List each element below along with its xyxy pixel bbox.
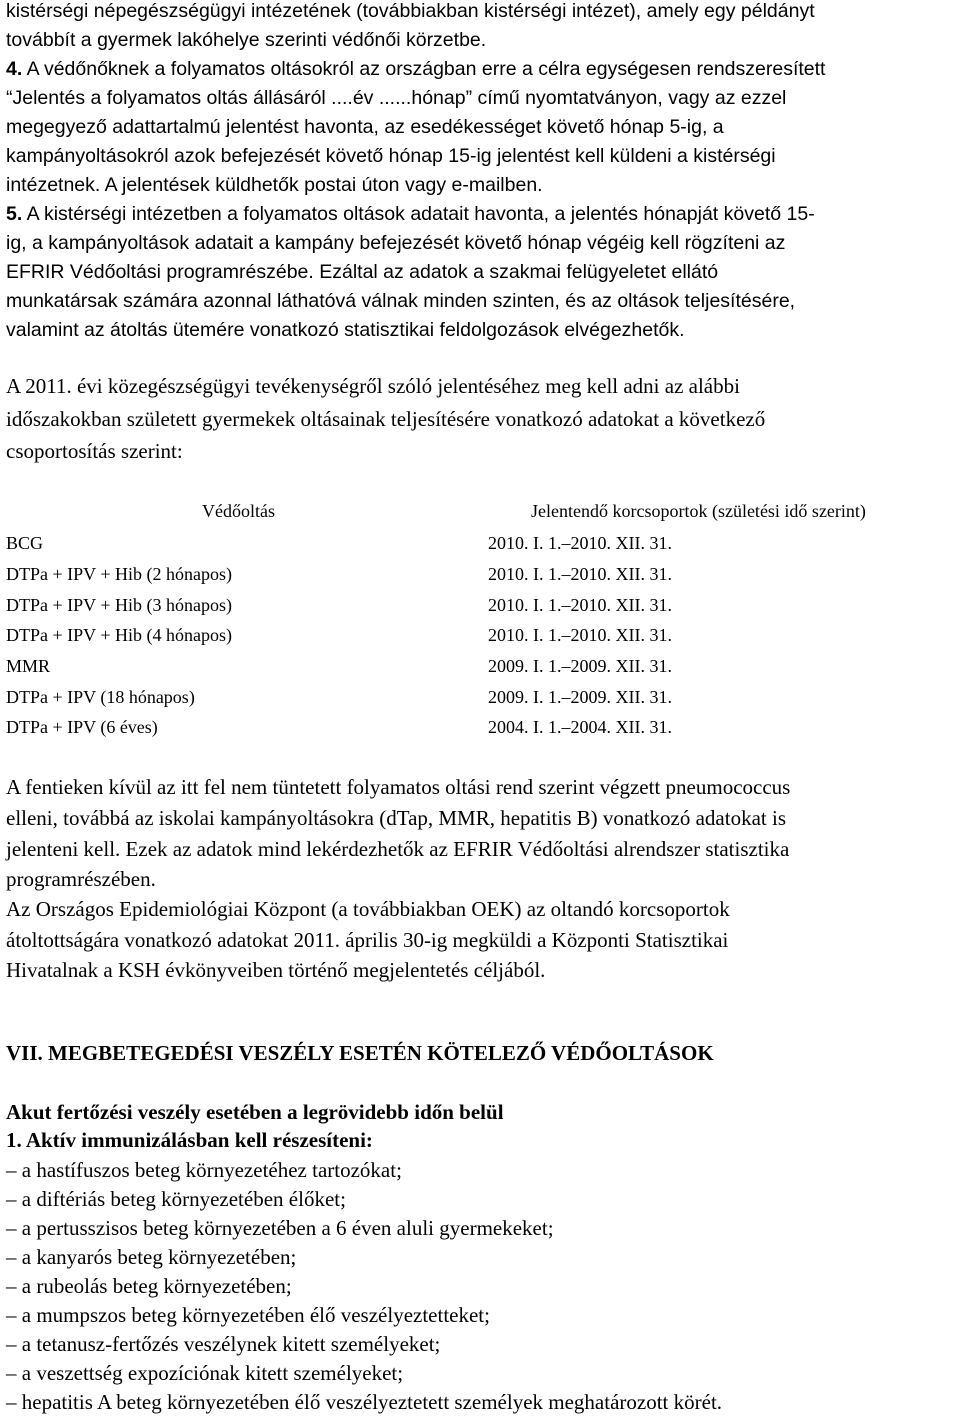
text-line: intézetnek. A jelentések küldhetők postai úton vagy e-mailben. [6,174,543,196]
list-item: – a mumpszos beteg környezetében élő veszélyeztetteket; [6,1303,490,1327]
table-header: Védőoltás [202,501,275,521]
table-cell: BCG [6,533,44,553]
table-cell: DTPa + IPV + Hib (4 hónapos) [6,625,232,645]
text-line: ig, a kampányoltások adatait a kampány befejezését követő hónap végéig kell rögzíteni az [6,232,786,254]
table-cell: DTPa + IPV (6 éves) [6,717,158,737]
text-line: Hivatalnak a KSH évkönyveiben történő megjelentetés céljából. [6,958,546,982]
text-line: időszakokban született gyermekek oltásainak teljesítésére vonatkozó adatokat a következő [6,407,766,431]
text-line: valamint az átoltás ütemére vonatkozó statisztikai feldolgozások elvégezhetők. [6,319,685,341]
text-line: csoportosítás szerint: [6,439,183,463]
table-header: Jelentendő korcsoportok (születési idő szerint) [531,501,866,521]
table-cell: 2009. I. 1.–2009. XII. 31. [488,656,672,676]
item-number: 5. [6,203,23,225]
table-cell: 2010. I. 1.–2010. XII. 31. [488,564,672,584]
text-line: átoltottságára vonatkozó adatokat 2011. április 30-ig megküldi a Központi Statisztikai [6,928,729,952]
text-line: Az Országos Epidemiológiai Központ (a továbbiakban OEK) az oltandó korcsoportok [6,897,730,921]
table-cell: 2010. I. 1.–2010. XII. 31. [488,625,672,645]
text-line: EFRIR Védőoltási programrészébe. Ezáltal az adatok a szakmai felügyeletet ellátó [6,261,719,283]
list-item: – a pertusszisos beteg környezetében a 6 éven aluli gyermekeket; [6,1216,554,1240]
table-cell: 2010. I. 1.–2010. XII. 31. [488,533,672,553]
item-number: 4. [6,58,23,80]
table-cell: 2004. I. 1.–2004. XII. 31. [488,717,672,737]
list-item: – a rubeolás beteg környezetében; [6,1274,292,1298]
list-item: – a diftériás beteg környezetében élőket; [6,1187,346,1211]
text-line: kampányoltásokról azok befejezését követő hónap 15-ig jelentést kell küldeni a kistérségi [6,145,776,167]
text-line: A 2011. évi közegészségügyi tevékenységről szóló jelentéséhez meg kell adni az alábbi [6,374,740,398]
list-item: – a hastífuszos beteg környezetéhez tartozókat; [6,1158,402,1182]
text-line: 4. A védőnőknek a folyamatos oltásokról az országban erre a célra egységesen rendszeresített [6,58,826,80]
text-line: megegyező adattartalmú jelentést havonta, az esedékességet követő hónap 5-ig, a [6,116,724,138]
list-item: – hepatitis A beteg környezetében élő veszélyeztetett személyek meghatározott körét. [6,1390,723,1414]
text-line: “Jelentés a folyamatos oltás állásáról ....év ......hónap” című nyomtatványon, vagy az ezzel [6,87,787,109]
text-line: 5. A kistérségi intézetben a folyamatos oltások adatait havonta, a jelentés hónapját követő 15- [6,203,815,225]
table-cell: DTPa + IPV (18 hónapos) [6,687,195,707]
text-line: jelenteni kell. Ezek az adatok mind lekérdezhetők az EFRIR Védőoltási alrendszer statisztika [6,837,790,861]
list-item: – a tetanusz-fertőzés veszélynek kitett személyeket; [6,1332,441,1356]
table-cell: MMR [6,656,51,676]
list-item: – a kanyarós beteg környezetében; [6,1245,297,1269]
text-line: kistérségi népegészségügyi intézetének (továbbiakban kistérségi intézet), amely egy példányt [6,0,815,22]
text-line: A fentieken kívül az itt fel nem tüntetett folyamatos oltási rend szerint végzett pneumococcus [6,775,791,799]
text-line: programrészében. [6,867,156,891]
table-cell: DTPa + IPV + Hib (3 hónapos) [6,595,232,615]
subheading: Akut fertőzési veszély esetében a legrövidebb időn belül [6,1100,504,1124]
text-line: továbbít a gyermek lakóhelye szerinti védőnői körzetbe. [6,29,487,51]
text-line: elleni, továbbá az iskolai kampányoltásokra (dTap, MMR, hepatitis B) vonatkozó adatokat is [6,806,787,830]
table-cell: 2009. I. 1.–2009. XII. 31. [488,687,672,707]
list-item: – a veszettség expozíciónak kitett személyeket; [6,1361,404,1385]
table-cell: 2010. I. 1.–2010. XII. 31. [488,595,672,615]
text-line: munkatársak számára azonnal láthatóvá válnak minden szinten, és az oltások teljesítésére, [6,290,796,312]
section-heading: VII. MEGBETEGEDÉSI VESZÉLY ESETÉN KÖTELEZŐ VÉDŐOLTÁSOK [6,1041,714,1065]
table-cell: DTPa + IPV + Hib (2 hónapos) [6,564,232,584]
subheading: 1. Aktív immunizálásban kell részesíteni: [6,1128,373,1152]
